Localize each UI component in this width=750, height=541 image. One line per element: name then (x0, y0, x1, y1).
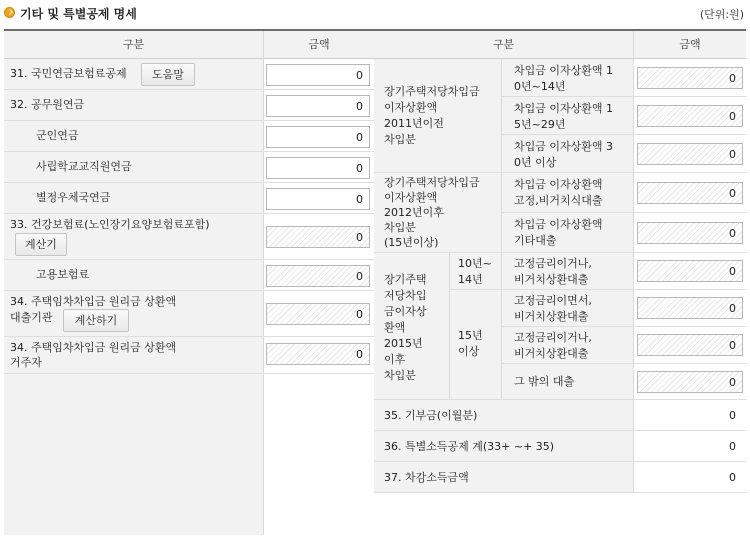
table-row (4, 214, 374, 260)
sub-label: 고정금리이거나, 비거치상환대출 (501, 253, 633, 290)
row-label-line2: 대출기관 (10, 311, 53, 324)
row-label: 32. 공무원연금 (10, 98, 85, 111)
loan-interest-30plus-input (637, 143, 743, 165)
postal-pension-input[interactable] (266, 188, 370, 210)
national-pension-input[interactable] (266, 64, 370, 86)
row-label: 사립학교교직원연금 (36, 160, 132, 173)
table-row (4, 260, 374, 291)
right-col-header-amount: 금액 (633, 31, 746, 59)
loan-interest-15-29-input (637, 105, 743, 127)
section-title: 기타 및 특별공제 명세 (20, 7, 137, 21)
table-row (4, 337, 374, 374)
loan-2015-fixed-and-input (637, 297, 743, 319)
help-button[interactable]: 도움말 (141, 63, 195, 86)
table-row (4, 90, 374, 121)
amount-cell (633, 290, 746, 327)
donation-carryover-value: 0 (729, 409, 736, 422)
sub-label: 차입금 이자상환액 기타대출 (501, 213, 633, 253)
row-label-line2: 거주자 (10, 356, 42, 369)
amount-cell (633, 431, 746, 462)
bullet-arrow-icon (4, 7, 15, 18)
table-row (4, 183, 374, 214)
sub-label: 고정금리이면서, 비거치상환대출 (501, 290, 633, 327)
amount-cell (633, 59, 746, 97)
left-col-header-amount: 금액 (263, 31, 374, 59)
amount-cell (633, 364, 746, 400)
amount-cell (633, 97, 746, 135)
row-label-line1: 34. 주택임차차입금 원리금 상환액 (10, 295, 177, 308)
sub-label: 차입금 이자상환액 1 5년~29년 (501, 97, 633, 135)
private-school-pension-input[interactable] (266, 157, 370, 179)
net-income-value: 0 (729, 471, 736, 484)
table-row (4, 152, 374, 183)
health-insurance-input (266, 226, 370, 248)
amount-cell (633, 135, 746, 173)
left-deduction-table (4, 29, 374, 535)
amount-cell (633, 400, 746, 431)
loan-interest-fixed-input (637, 182, 743, 204)
left-col-header-category: 구분 (4, 31, 263, 59)
sub-label: 그 밖의 대출 (501, 364, 633, 400)
employment-insurance-input (266, 265, 370, 287)
total-row-label: 35. 기부금(이월분) (374, 400, 633, 431)
loan-interest-10-14-input (637, 67, 743, 89)
housing-loan-resident-input (266, 343, 370, 365)
sub-label: 차입금 이자상환액 고정,비거치식대출 (501, 173, 633, 213)
row-label: 31. 국민연금보험료공제 (10, 67, 127, 80)
right-col-header-category: 구분 (374, 31, 633, 59)
group-2015-label: 장기주택 저당차입 금이자상 환액 2015년 이후 차입분 (374, 253, 449, 400)
amount-cell (633, 462, 746, 493)
row-label: 33. 건강보험료(노인장기요양보험료포함) (10, 218, 210, 231)
loan-interest-other-input (637, 222, 743, 244)
sub-label: 차입금 이자상환액 1 0년~14년 (501, 59, 633, 97)
sub-label: 차입금 이자상환액 3 0년 이상 (501, 135, 633, 173)
calculate-button[interactable]: 계산하기 (63, 309, 129, 332)
public-pension-input[interactable] (266, 95, 370, 117)
amount-cell (633, 327, 746, 364)
calculator-button[interactable]: 계산기 (15, 233, 67, 256)
loan-2015-10-14-input (637, 260, 743, 282)
sub-group-15plus-label: 15년 이상 (449, 290, 501, 400)
group-2011-label: 장기주택저당차입금 이자상환액 2011년이전 차입분 (374, 59, 501, 173)
amount-cell (633, 213, 746, 253)
loan-2015-other-input (637, 371, 743, 393)
row-label: 고용보험료 (36, 268, 90, 281)
sub-label: 고정금리이거나, 비거치상환대출 (501, 327, 633, 364)
table-row (4, 121, 374, 152)
right-deduction-table (374, 29, 746, 535)
unit-label: (단위:원) (699, 8, 744, 21)
row-label-line1: 34. 주택임차차입금 원리금 상환액 (10, 341, 177, 354)
section-header (0, 0, 750, 26)
sub-group-10-14-label: 10년~ 14년 (449, 253, 501, 290)
row-label: 별정우체국연금 (36, 191, 111, 204)
total-row-label: 36. 특별소득공제 계(33+ ~+ 35) (374, 431, 633, 462)
row-label: 군인연금 (36, 129, 79, 142)
military-pension-input[interactable] (266, 126, 370, 148)
amount-cell (633, 173, 746, 213)
loan-2015-fixed-or-input (637, 334, 743, 356)
amount-cell (633, 253, 746, 290)
housing-loan-institution-input (266, 303, 370, 325)
special-deduction-total-value: 0 (729, 440, 736, 453)
table-row (4, 291, 374, 337)
group-2012-label: 장기주택저당차입금 이자상환액 2012년이후 차입분 (15년이상) (374, 173, 501, 253)
total-row-label: 37. 차감소득금액 (374, 462, 633, 493)
table-row (4, 59, 374, 90)
